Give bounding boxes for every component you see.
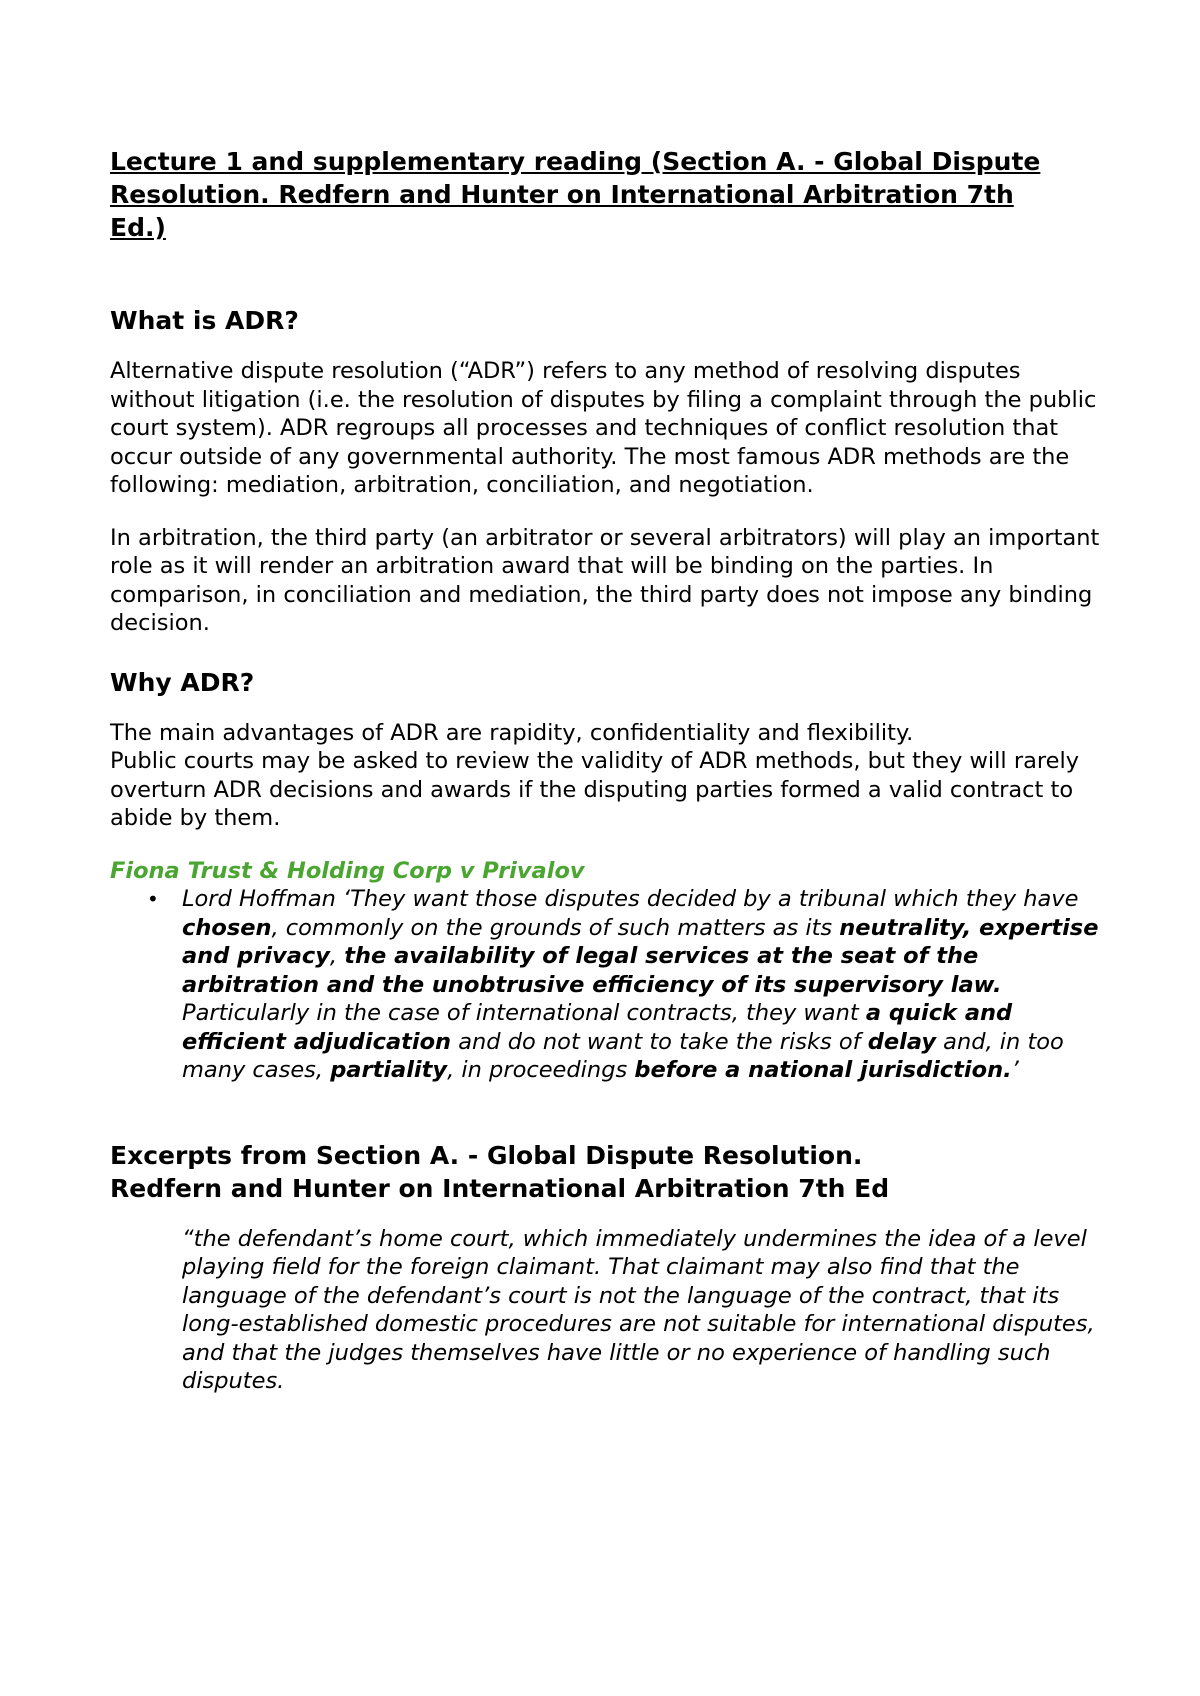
- document-title: Lecture 1 and supplementary reading (Section A. - Global Dispute Resolution. Redfern and Hunter on International Arbitration 7th Ed.): [110, 147, 1041, 242]
- heading-why-adr: Why ADR?: [110, 667, 255, 697]
- quote-emphasis: the availability of legal services at the seat of the arbitration and the unobtrusive efficiency of its supervisory law.: [182, 943, 1002, 998]
- quote-text: ’: [1011, 1057, 1019, 1083]
- document-page: [110, 145, 1110, 1396]
- excerpt-quote: “the defendant’s home court, which immediately undermines the idea of a level playing field for the foreign claimant. That claimant may also find that the language of the defendant’s court is not the language of the contract, that its long-established domestic procedures are not suitable for international disputes, and that the judges themselves have little or no experience of handling such disputes.: [182, 1225, 1095, 1394]
- spacer: [110, 244, 1110, 304]
- heading-excerpts-line-1: Excerpts from Section A. - Global Dispute Resolution.: [110, 1140, 863, 1170]
- spacer: [110, 638, 1110, 666]
- quote-emphasis: chosen: [182, 914, 272, 941]
- heading-excerpts: [110, 1139, 1110, 1205]
- quote-emphasis: a quick and efficient adjudication: [182, 1000, 1013, 1055]
- case-quote-item: [147, 885, 1102, 1085]
- spacer: [110, 500, 1110, 524]
- quote-text: Particularly in the case of international contracts, they want: [182, 1000, 866, 1026]
- paragraph-public-courts: Public courts may be asked to review the validity of ADR methods, but they will rarely overturn ADR decisions and awards if the disputing parties formed a valid contract to abide by them.: [110, 748, 1080, 831]
- heading-excerpts-line-2: Redfern and Hunter on International Arbitration 7th Ed: [110, 1173, 890, 1203]
- quote-text: and do not want to take the risks of: [451, 1028, 868, 1055]
- heading-what-is-adr: What is ADR?: [110, 306, 299, 335]
- spacer: [110, 699, 1110, 719]
- spacer: [110, 1205, 1110, 1225]
- quote-text: , commonly on the grounds of such matters as its: [271, 914, 840, 941]
- quote-emphasis: partiality: [330, 1057, 448, 1083]
- paragraph-advantages: The main advantages of ADR are rapidity, confidentiality and flexibility.: [110, 719, 914, 746]
- paragraph-adr-definition: Alternative dispute resolution (“ADR”) refers to any method of resolving disputes without litigation (i.e. the resolution of disputes by filing a complaint through the public court system). ADR regroups all processes and techniques of conflict resolution that occur outside of any governmental authority. The most famous ADR methods are the following: mediation, arbitration, conciliation, and negotiation.: [110, 358, 1097, 498]
- paragraph-arbitration-role: In arbitration, the third party (an arbitrator or several arbitrators) will play an important role as it will render an arbitration award that will be binding on the parties. In comparison, in conciliation and mediation, the third party does not impose any binding decision.: [110, 524, 1100, 636]
- bullet-icon: •: [147, 887, 159, 911]
- quote-emphasis: neutrality, expertise and privacy: [182, 914, 1099, 969]
- case-name: Fiona Trust & Holding Corp v Privalov: [110, 857, 585, 884]
- quote-emphasis: delay: [867, 1028, 937, 1055]
- quote-text: and, in too many cases,: [182, 1028, 1064, 1083]
- case-quote-list: [110, 885, 1110, 1085]
- quote-emphasis: before a national jurisdiction.: [634, 1057, 1012, 1083]
- spacer: [110, 833, 1110, 857]
- quote-text: Lord Hoffman ‘They want those disputes decided by a tribunal which they have: [182, 886, 1079, 912]
- spacer: [110, 1085, 1110, 1139]
- quote-text: , in proceedings: [447, 1057, 635, 1083]
- quote-text: ,: [329, 943, 345, 969]
- spacer: [110, 337, 1110, 357]
